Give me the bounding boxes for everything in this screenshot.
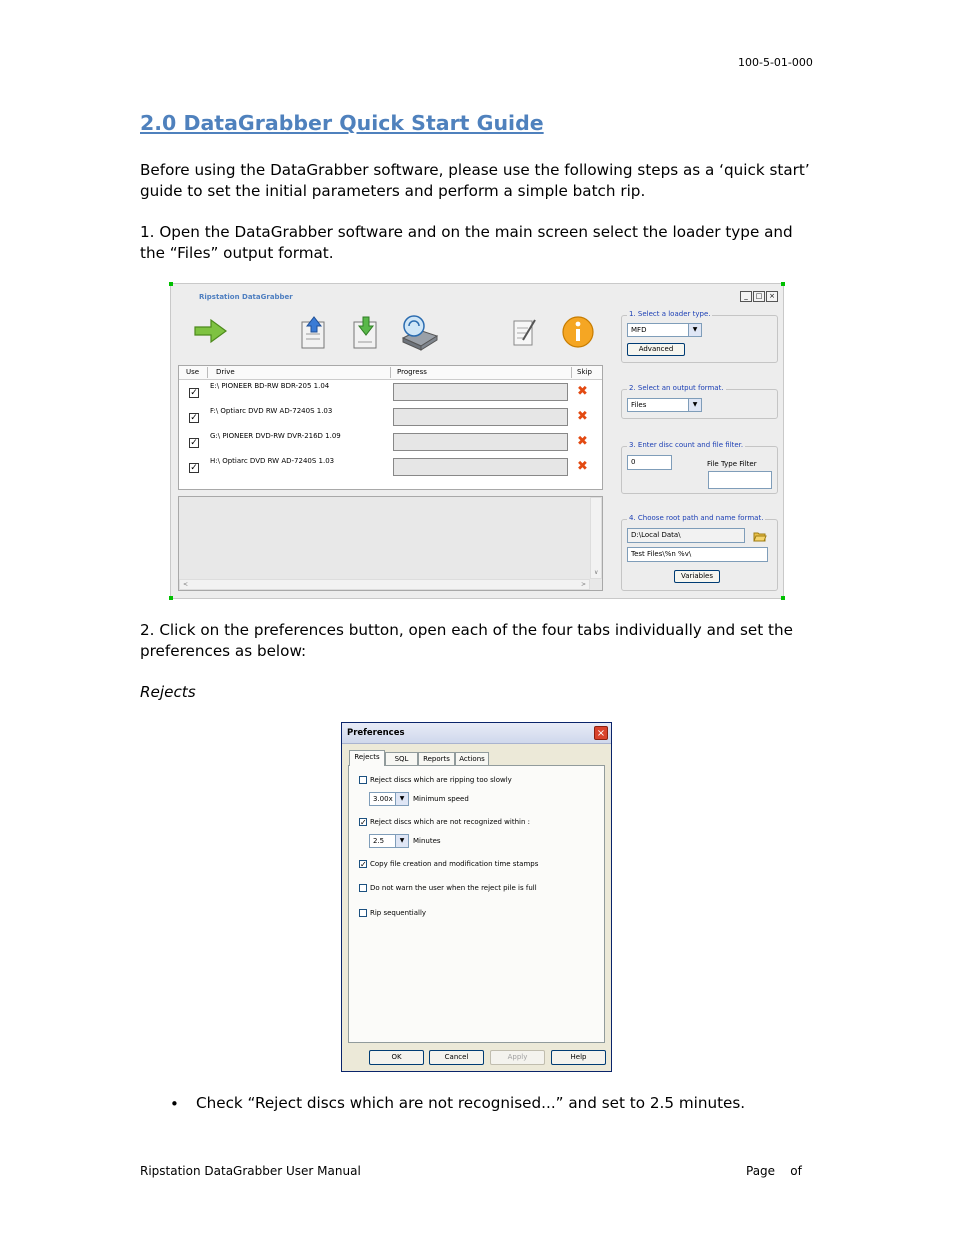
option-label: Reject discs which are ripping too slowly xyxy=(370,776,512,784)
bullet-point: • xyxy=(170,1095,179,1113)
bullet-text: Check “Reject discs which are not recognised...” and set to 2.5 minutes. xyxy=(196,1094,746,1112)
rejects-heading: Rejects xyxy=(140,683,196,701)
option-label: Copy file creation and modification time stamps xyxy=(370,860,539,868)
resize-handle-icon xyxy=(781,596,785,600)
drive-row xyxy=(179,430,602,455)
minimum-speed-value: 3.00x xyxy=(373,795,393,803)
drive-row xyxy=(179,455,602,480)
resize-handle-icon xyxy=(169,596,173,600)
file-type-filter-input[interactable] xyxy=(708,471,772,489)
checkbox-checked[interactable]: ✓ xyxy=(360,818,367,827)
step-1-paragraph xyxy=(140,222,820,264)
use-drive-checkbox[interactable]: ✓ xyxy=(190,388,198,398)
ok-button[interactable]: OK xyxy=(369,1050,424,1065)
root-path-input[interactable]: D:\Local Data\ xyxy=(627,528,745,543)
minimum-speed-label: Minimum speed xyxy=(413,795,469,803)
resize-handle-icon xyxy=(169,282,173,286)
tab-sql[interactable]: SQL xyxy=(385,752,418,765)
step-1-line-1: 1. Open the DataGrabber software and on the main screen select the loader type and xyxy=(140,223,793,241)
loader-type-label: 1. Select a loader type. xyxy=(629,310,711,318)
progress-bar xyxy=(393,458,568,476)
use-drive-checkbox[interactable]: ✓ xyxy=(190,438,198,448)
minimum-speed-select[interactable] xyxy=(369,792,409,806)
progress-bar xyxy=(393,383,568,401)
preferences-dialog xyxy=(341,722,612,1072)
variables-button[interactable]: Variables xyxy=(674,570,720,583)
load-settings-icon[interactable] xyxy=(299,314,329,350)
rejects-tab-panel xyxy=(348,765,605,1043)
column-header-skip[interactable]: Skip xyxy=(577,368,592,376)
chevron-down-icon[interactable]: ▼ xyxy=(688,324,701,336)
info-icon[interactable] xyxy=(561,315,595,349)
root-path-label: 4. Choose root path and name format. xyxy=(629,514,764,522)
minutes-label: Minutes xyxy=(413,837,441,845)
log-panel xyxy=(178,496,603,591)
name-format-input[interactable]: Test Files\%n %v\ xyxy=(627,547,768,562)
drive-list xyxy=(178,365,603,490)
column-header-drive[interactable]: Drive xyxy=(216,368,235,376)
window-title: Ripstation DataGrabber xyxy=(199,293,293,301)
option-reject-unrecognized[interactable] xyxy=(359,818,530,826)
disc-count-label: 3. Enter disc count and file filter. xyxy=(629,441,744,449)
scroll-left-icon[interactable]: < xyxy=(183,581,189,588)
output-format-value: Files xyxy=(631,401,647,409)
intro-line-2: guide to set the initial parameters and perform a simple batch rip. xyxy=(140,182,646,200)
chevron-down-icon[interactable]: ▼ xyxy=(395,835,408,847)
drive-label: G:\ PIONEER DVD-RW DVR-216D 1.09 xyxy=(210,432,341,440)
drive-list-header xyxy=(179,366,602,380)
loader-type-select[interactable] xyxy=(627,323,702,337)
output-format-select[interactable] xyxy=(627,398,702,412)
step-2-line-2: preferences as below: xyxy=(140,642,307,660)
skip-icon[interactable]: ✖ xyxy=(577,409,588,424)
tab-rejects[interactable]: Rejects xyxy=(349,750,385,766)
checkbox-checked[interactable]: ✓ xyxy=(360,860,367,869)
progress-bar xyxy=(393,408,568,426)
apply-button[interactable]: Apply xyxy=(490,1050,545,1065)
disc-count-group xyxy=(621,441,778,494)
option-label: Rip sequentially xyxy=(370,909,427,917)
chevron-down-icon[interactable]: ▼ xyxy=(688,399,701,411)
drive-label: F:\ Optiarc DVD RW AD-7240S 1.03 xyxy=(210,407,333,415)
drive-label: E:\ PIONEER BD-RW BDR-205 1.04 xyxy=(210,382,330,390)
loader-type-value: MFD xyxy=(631,326,647,334)
close-icon[interactable]: × xyxy=(594,726,608,740)
checkbox[interactable] xyxy=(359,909,367,917)
start-arrow-icon[interactable] xyxy=(193,317,229,345)
notes-icon[interactable] xyxy=(511,316,539,348)
disc-count-input[interactable]: 0 xyxy=(627,455,672,470)
column-header-use[interactable]: Use xyxy=(186,368,200,376)
checkbox[interactable] xyxy=(359,884,367,892)
horizontal-scrollbar[interactable] xyxy=(179,579,590,590)
file-type-filter-label: File Type Filter xyxy=(707,460,757,468)
skip-icon[interactable]: ✖ xyxy=(577,384,588,399)
skip-icon[interactable]: ✖ xyxy=(577,459,588,474)
step-2-line-1: 2. Click on the preferences button, open each of the four tabs individually and set the xyxy=(140,621,793,639)
drive-row xyxy=(179,380,602,405)
datagrabber-window xyxy=(170,283,784,599)
scroll-down-icon[interactable]: ∨ xyxy=(594,569,599,576)
option-copy-timestamps[interactable] xyxy=(359,860,538,868)
step-1-line-2: the “Files” output format. xyxy=(140,244,334,262)
resize-handle-icon xyxy=(781,282,785,286)
use-drive-checkbox[interactable]: ✓ xyxy=(190,413,198,423)
step-2-paragraph xyxy=(140,620,820,662)
drive-row xyxy=(179,405,602,430)
output-format-label: 2. Select an output format. xyxy=(629,384,724,392)
browse-folder-icon[interactable] xyxy=(753,530,767,542)
preferences-icon[interactable] xyxy=(399,312,441,352)
output-format-group xyxy=(621,384,778,419)
tab-actions[interactable]: Actions xyxy=(455,752,489,765)
close-button[interactable]: × xyxy=(766,291,778,302)
option-reject-slow[interactable] xyxy=(359,776,512,784)
minutes-value: 2.5 xyxy=(373,837,385,845)
save-settings-icon[interactable] xyxy=(351,314,381,350)
dialog-title: Preferences xyxy=(347,728,405,738)
intro-line-1: Before using the DataGrabber software, please use the following steps as a ‘quick start’ xyxy=(140,161,810,179)
chevron-down-icon[interactable]: ▼ xyxy=(395,793,408,805)
option-no-warn-reject-pile[interactable] xyxy=(359,884,537,892)
scroll-right-icon[interactable]: > xyxy=(580,581,586,588)
column-header-progress[interactable]: Progress xyxy=(397,368,427,376)
footer-manual-title: Ripstation DataGrabber User Manual xyxy=(140,1164,361,1178)
root-path-group xyxy=(621,514,778,591)
footer-page-number: Page of xyxy=(746,1164,802,1178)
skip-icon[interactable]: ✖ xyxy=(577,434,588,449)
advanced-button[interactable]: Advanced xyxy=(627,343,685,356)
help-button[interactable]: Help xyxy=(551,1050,606,1065)
maximize-button[interactable]: □ xyxy=(753,291,765,302)
cancel-button[interactable]: Cancel xyxy=(429,1050,484,1065)
window-controls xyxy=(739,291,778,302)
minutes-select[interactable] xyxy=(369,834,409,848)
vertical-scrollbar[interactable] xyxy=(590,497,602,579)
progress-bar xyxy=(393,433,568,451)
minimize-button[interactable]: _ xyxy=(740,291,752,302)
drive-label: H:\ Optiarc DVD RW AD-7240S 1.03 xyxy=(210,457,335,465)
section-title[interactable]: 2.0 DataGrabber Quick Start Guide xyxy=(140,111,544,135)
option-label: Do not warn the user when the reject pile is full xyxy=(370,884,537,892)
dialog-title-bar xyxy=(342,723,611,744)
checkbox[interactable] xyxy=(359,776,367,784)
use-drive-checkbox[interactable]: ✓ xyxy=(190,463,198,473)
tab-reports[interactable]: Reports xyxy=(418,752,455,765)
option-rip-sequentially[interactable] xyxy=(359,909,426,917)
loader-type-group xyxy=(621,310,778,363)
option-label: Reject discs which are not recognized within : xyxy=(370,818,530,826)
document-id: 100-5-01-000 xyxy=(738,56,813,69)
intro-paragraph xyxy=(140,160,820,202)
